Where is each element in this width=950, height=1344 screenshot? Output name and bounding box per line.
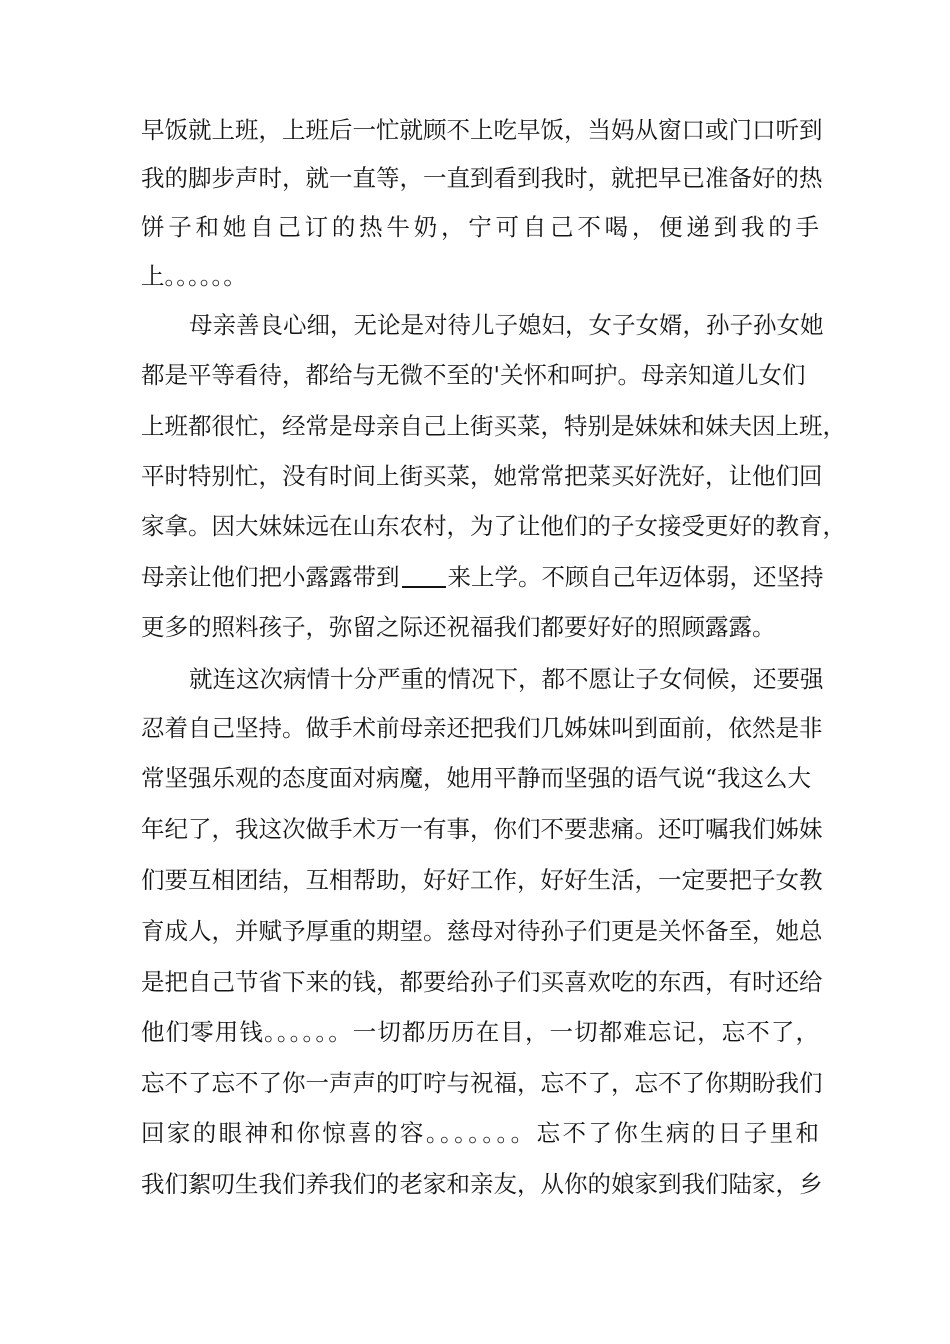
text-segment: 母亲让他们把小露露带到 <box>141 563 400 591</box>
paragraph-first-line: 就连这次病情十分严重的情况下，都不愿让子女伺候，还要强 <box>189 665 824 693</box>
text-line-with-blank <box>141 562 824 592</box>
text-line: 是把自己节省下来的钱，都要给孙子们买喜欢吃的东西，有时还给 <box>141 968 823 996</box>
text-line: 常坚强乐观的态度面对病魔，她用平静而坚强的语气说“我这么大 <box>141 764 812 792</box>
text-line: 家拿。因大妹妹远在山东农村，为了让他们的子女接受更好的教育， <box>141 512 846 540</box>
text-line: 忘不了忘不了你一声声的叮咛与祝福，忘不了，忘不了你期盼我们 <box>141 1069 823 1097</box>
text-line: 早饭就上班，上班后一忙就顾不上吃早饭，当妈从窗口或门口听到 <box>141 116 823 144</box>
text-line: 我的脚步声时，就一直等，一直到看到我时，就把早已准备好的热 <box>141 164 823 192</box>
text-line: 育成人，并赋予厚重的期望。慈母对待孙子们更是关怀备至，她总 <box>141 917 823 945</box>
text-line: 回家的眼神和你惊喜的容。。。。。。。忘不了你生病的日子里和 <box>141 1119 819 1147</box>
text-line: 平时特别忙，没有时间上街买菜，她常常把菜买好洗好，让他们回 <box>141 462 823 490</box>
text-line: 忍着自己坚持。做手术前母亲还把我们几姊妹叫到面前，依然是非 <box>141 714 823 742</box>
text-line: 饼子和她自己订的热牛奶，宁可自己不喝，便递到我的手 <box>141 213 819 241</box>
text-line: 上。。。。。。 <box>141 262 247 290</box>
text-line: 他们零用钱。。。。。。一切都历历在目，一切都难忘记，忘不了， <box>141 1018 819 1046</box>
text-segment: 来上学。不顾自己年迈体弱，还坚持 <box>447 563 824 591</box>
text-line: 都是平等看待，都给与无微不至的'关怀和呵护。母亲知道儿女们 <box>141 361 806 389</box>
text-line: 上班都很忙，经常是母亲自己上街买菜，特别是妹妹和妹夫因上班， <box>141 412 846 440</box>
text-line: 们要互相团结，互相帮助，好好工作，好好生活，一定要把子女教 <box>141 866 823 894</box>
text-line: 年纪了，我这次做手术万一有事，你们不要悲痛。还叮嘱我们姊妹 <box>141 815 823 843</box>
paragraph-first-line: 母亲善良心细，无论是对待儿子媳妇，女子女婿，孙子孙女她 <box>189 311 824 339</box>
text-line: 我们絮叨生我们养我们的老家和亲友，从你的娘家到我们陆家，乡 <box>141 1170 823 1198</box>
text-line: 更多的照料孩子，弥留之际还祝福我们都要好好的照顾露露。 <box>141 613 776 641</box>
fill-in-blank <box>402 562 446 588</box>
